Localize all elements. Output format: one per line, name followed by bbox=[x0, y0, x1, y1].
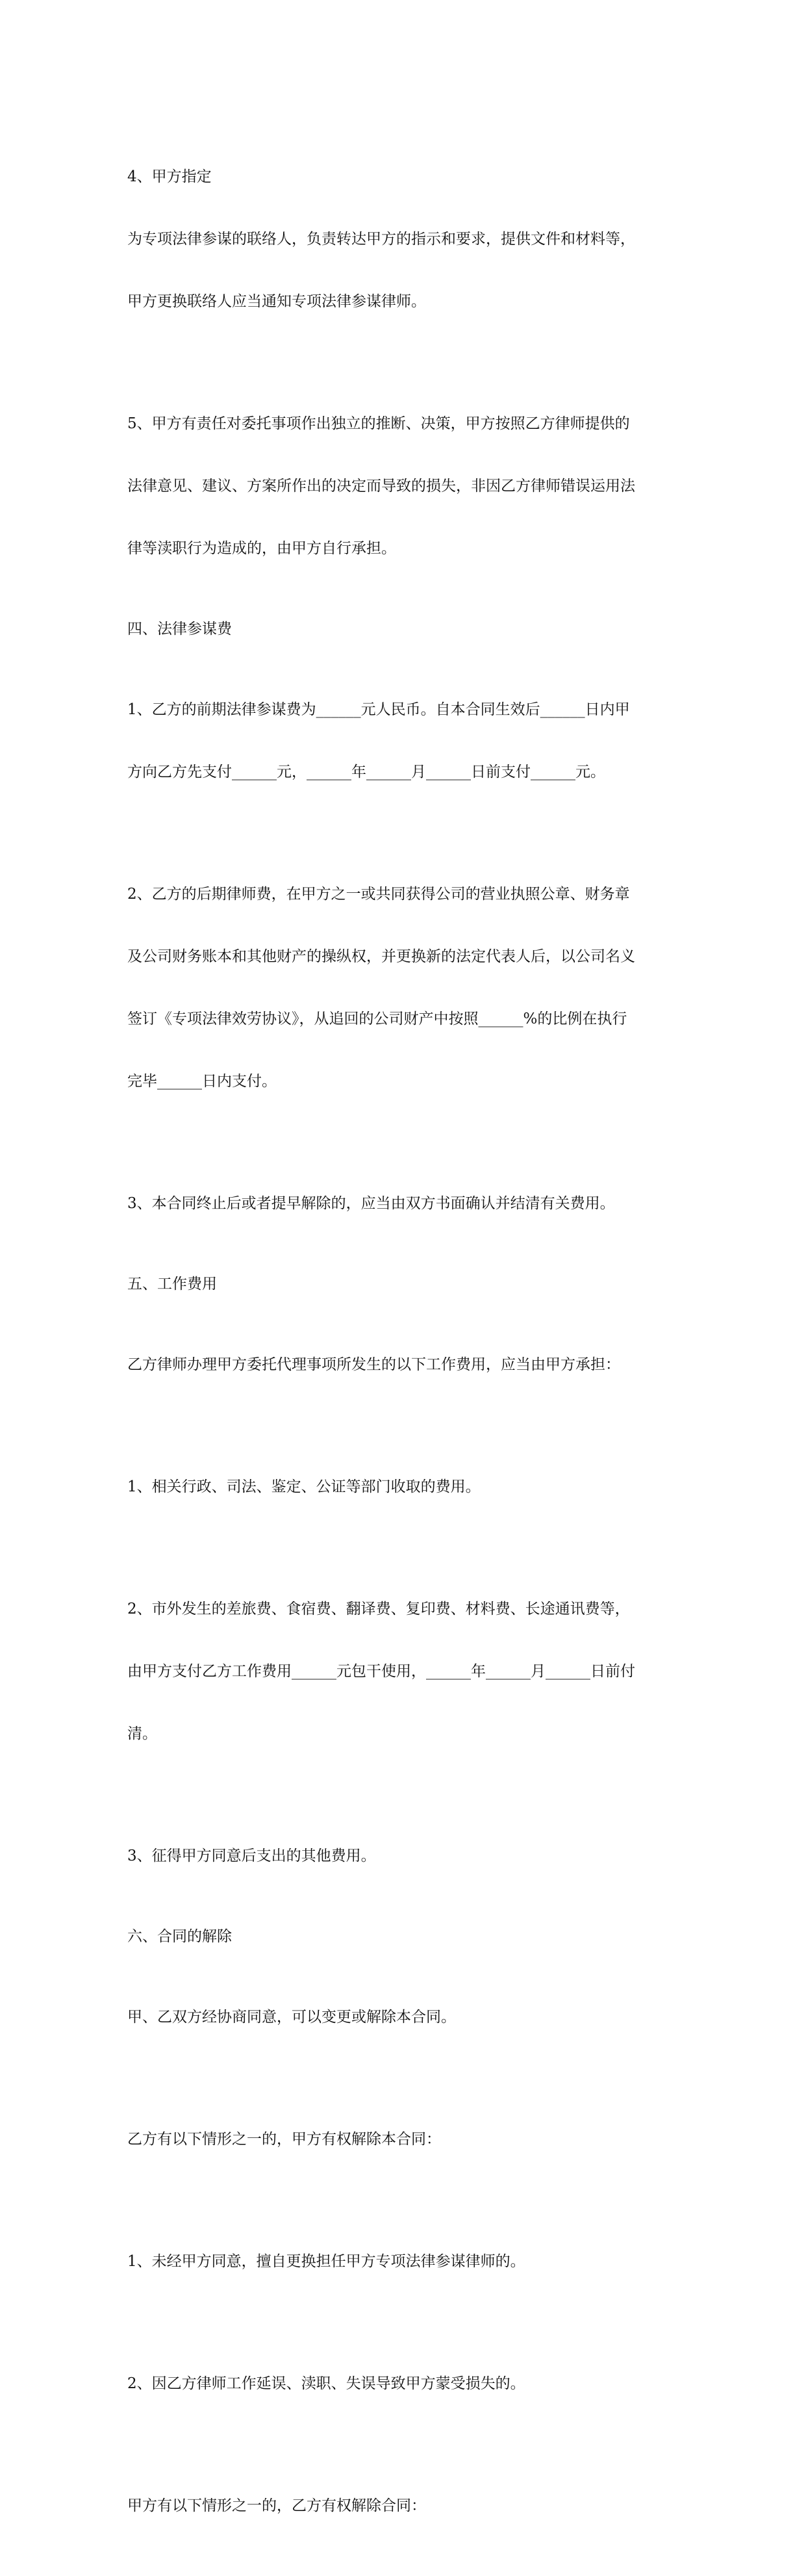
text-line: 乙方律师办理甲方委托代理事项所发生的以下工作费用，应当由甲方承担： bbox=[127, 1356, 620, 1373]
clause-4-2 bbox=[127, 842, 686, 1133]
section-6-heading bbox=[127, 1926, 686, 1947]
section-title: 六、合同的解除 bbox=[127, 1928, 232, 1945]
section-6-party-a bbox=[127, 2454, 686, 2558]
text-line: 2、因乙方律师工作延误、渎职、失误导致甲方蒙受损失的。 bbox=[127, 2375, 525, 2392]
clause-3-4 bbox=[127, 125, 686, 354]
clause-5-1 bbox=[127, 1435, 686, 1539]
clause-6-1 bbox=[127, 2209, 686, 2313]
text-line: 1、未经甲方同意，擅自更换担任甲方专项法律参谋律师的。 bbox=[127, 2253, 525, 2270]
text-line: 2、市外发生的差旅费、食宿费、翻译费、复印费、材料费、长途通讯费等， bbox=[127, 1601, 630, 1617]
text-line: 由甲方支付乙方工作费用______元包干使用，______年______月______日前付 bbox=[127, 1663, 635, 1680]
text-line: 完毕______日内支付。 bbox=[127, 1073, 277, 1090]
section-6-intro bbox=[127, 1965, 686, 2069]
text-line: 甲方更换联络人应当通知专项法律参谋律师。 bbox=[127, 293, 426, 310]
clause-5-2 bbox=[127, 1557, 686, 1786]
text-line: 律等渎职行为造成的，由甲方自行承担。 bbox=[127, 540, 396, 557]
text-line: 3、本合同终止后或者提早解除的，应当由双方书面确认并结清有关费用。 bbox=[127, 1195, 615, 1212]
text-line: 法律意见、建议、方案所作出的决定而导致的损失，非因乙方律师错误运用法 bbox=[127, 478, 635, 495]
clause-3-5 bbox=[127, 372, 686, 600]
section-5-intro bbox=[127, 1313, 686, 1417]
text-line: 及公司财务账本和其他财产的操纵权，并更换新的法定代表人后，以公司名义 bbox=[127, 948, 635, 965]
section-title: 五、工作费用 bbox=[127, 1276, 217, 1293]
text-line: 甲方有以下情形之一的，乙方有权解除合同： bbox=[127, 2497, 426, 2514]
clause-6-2 bbox=[127, 2332, 686, 2436]
section-4-heading bbox=[127, 619, 686, 639]
text-line: 1、乙方的前期法律参谋费为______元人民币。自本合同生效后______日内甲 bbox=[127, 701, 630, 718]
clause-5-3 bbox=[127, 1804, 686, 1908]
text-line: 签订《专项法律效劳协议》，从追回的公司财产中按照______%的比例在执行 bbox=[127, 1011, 627, 1027]
text-line: 清。 bbox=[127, 1725, 157, 1742]
document-body bbox=[127, 125, 686, 2576]
text-line: 乙方有以下情形之一的，甲方有权解除本合同： bbox=[127, 2131, 441, 2148]
text-line: 方向乙方先支付______元，______年______月______日前支付______元。 bbox=[127, 764, 605, 780]
text-line: 2、乙方的后期律师费，在甲方之一或共同获得公司的营业执照公章、财务章 bbox=[127, 886, 630, 903]
text-line: 3、征得甲方同意后支出的其他费用。 bbox=[127, 1848, 376, 1864]
text-line: 5、甲方有责任对委托事项作出独立的推断、决策，甲方按照乙方律师提供的 bbox=[127, 415, 630, 432]
section-6-party-b bbox=[127, 2087, 686, 2191]
text-line: 为专项法律参谋的联络人，负责转达甲方的指示和要求，提供文件和材料等， bbox=[127, 231, 635, 248]
clause-4-3 bbox=[127, 1152, 686, 1256]
text-line: 甲、乙双方经协商同意，可以变更或解除本合同。 bbox=[127, 2009, 456, 2026]
text-line: 4、甲方指定 bbox=[127, 168, 212, 185]
section-title: 四、法律参谋费 bbox=[127, 621, 232, 638]
clause-4-1 bbox=[127, 658, 686, 824]
text-line: 1、相关行政、司法、鉴定、公证等部门收取的费用。 bbox=[127, 1478, 481, 1495]
section-5-heading bbox=[127, 1274, 686, 1294]
